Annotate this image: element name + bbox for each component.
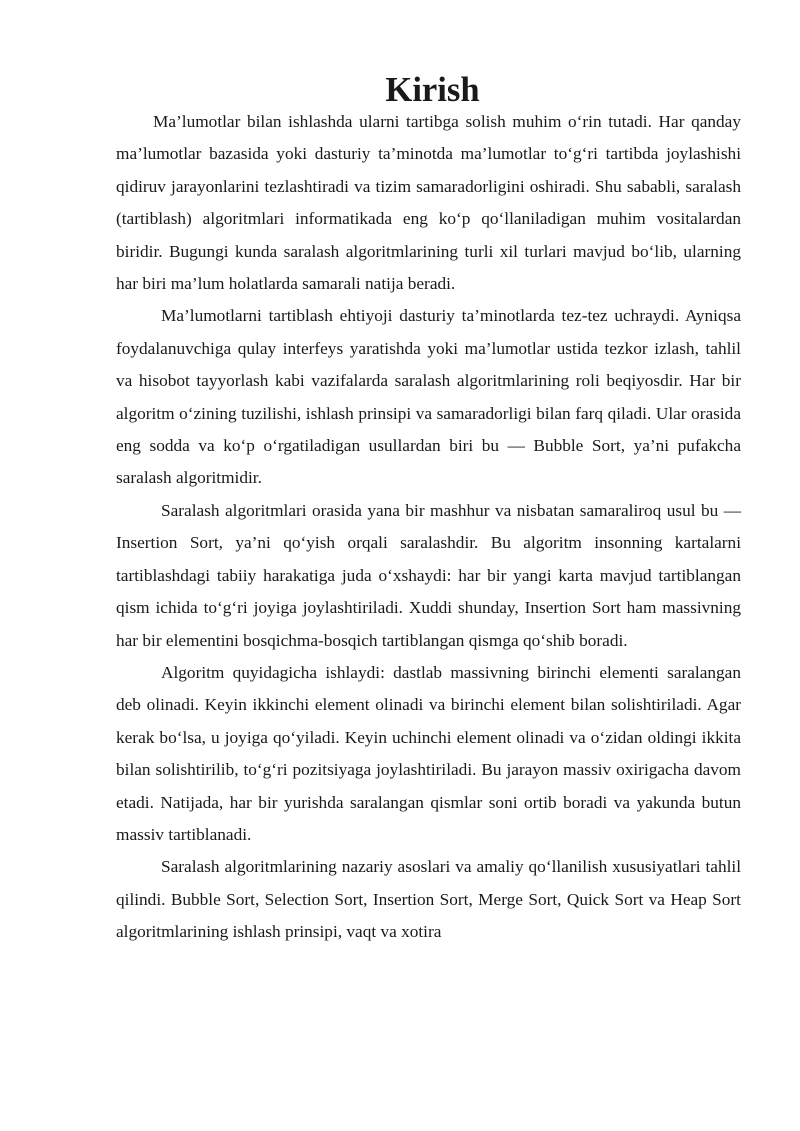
paragraph-algorithm-steps: Algoritm quyidagicha ishlaydi: dastlab massivning birinchi elementi saralangan deb olinadi. Keyin ikkinchi element olinadi va birinchi element bilan solishtiriladi. Agar kerak bo‘lsa, u joyiga qo‘yiladi. Keyin uchinchi element olinadi va o‘zidan oldingi ikkita bilan solishtirilib, to‘g‘ri pozitsiyaga joylashtiriladi. Bu jarayon massiv oxirigacha davom etadi. Natijada, har bir yurishda saralangan qismlar soni ortib boradi va yakunda butun massiv tartiblanadi.: [116, 662, 741, 844]
paragraph-analysis: Saralash algoritmlarining nazariy asoslari va amaliy qo‘llanilish xususiyatlari tahlil qilindi. Bubble Sort, Selection Sort, Insertion Sort, Merge Sort, Quick Sort va Heap Sort algoritmlarining ishlash prinsipi, vaqt va xotira: [116, 857, 741, 942]
page-title: Kirish: [385, 71, 480, 109]
paragraph-intro: Ma’lumotlar bilan ishlashda ularni tartibga solish muhim o‘rin tutadi. Har qanday ma’lumotlar bazasida yoki dasturiy ta’minotda ma’lumotlar to‘g‘ri tartibda joylashishi qidiruv jarayonlarini tezlashtiradi va tizim samaradorligini oshiradi. Shu sababli, saralash (tartiblash) algoritmlari informatikada eng ko‘p qo‘llaniladigan muhim vositalardan biridir. Bugungi kunda saralash algoritmlarining turli xil turlari mavjud bo‘lib, ularning har biri ma’lum holatlarda samarali natija beradi.: [116, 112, 741, 294]
paragraph-insertion-sort: Saralash algoritmlari orasida yana bir mashhur va nisbatan samaraliroq usul bu — Insertion Sort, ya’ni qo‘yish orqali saralashdir. Bu algoritm insonning kartalarni tartiblashdagi tabiiy harakatiga juda o‘xshaydi: har bir yangi karta mavjud tartiblangan qism ichida to‘g‘ri joyiga joylashtiriladi. Xuddi shunday, Insertion Sort ham massivning har bir elementini bosqichma-bosqich tartiblangan qismga qo‘shib boradi.: [116, 500, 741, 650]
document-page: [116, 71, 741, 949]
paragraph-sorting-need: Ma’lumotlarni tartiblash ehtiyoji dasturiy ta’minotlarda tez-tez uchraydi. Ayniqsa foydalanuvchiga qulay interfeys yaratishda yoki ma’lumotlar ustida tezkor izlash, tahlil va hisobot tayyorlash kabi vazifalarda saralash algoritmlarining roli beqiyosdir. Har bir algoritm o‘zining tuzilishi, ishlash prinsipi va samaradorligi bilan farq qiladi. Ular orasida eng sodda va ko‘p o‘rgatiladigan usullardan biri bu — Bubble Sort, ya’ni pufakcha saralash algoritmidir.: [116, 306, 741, 488]
